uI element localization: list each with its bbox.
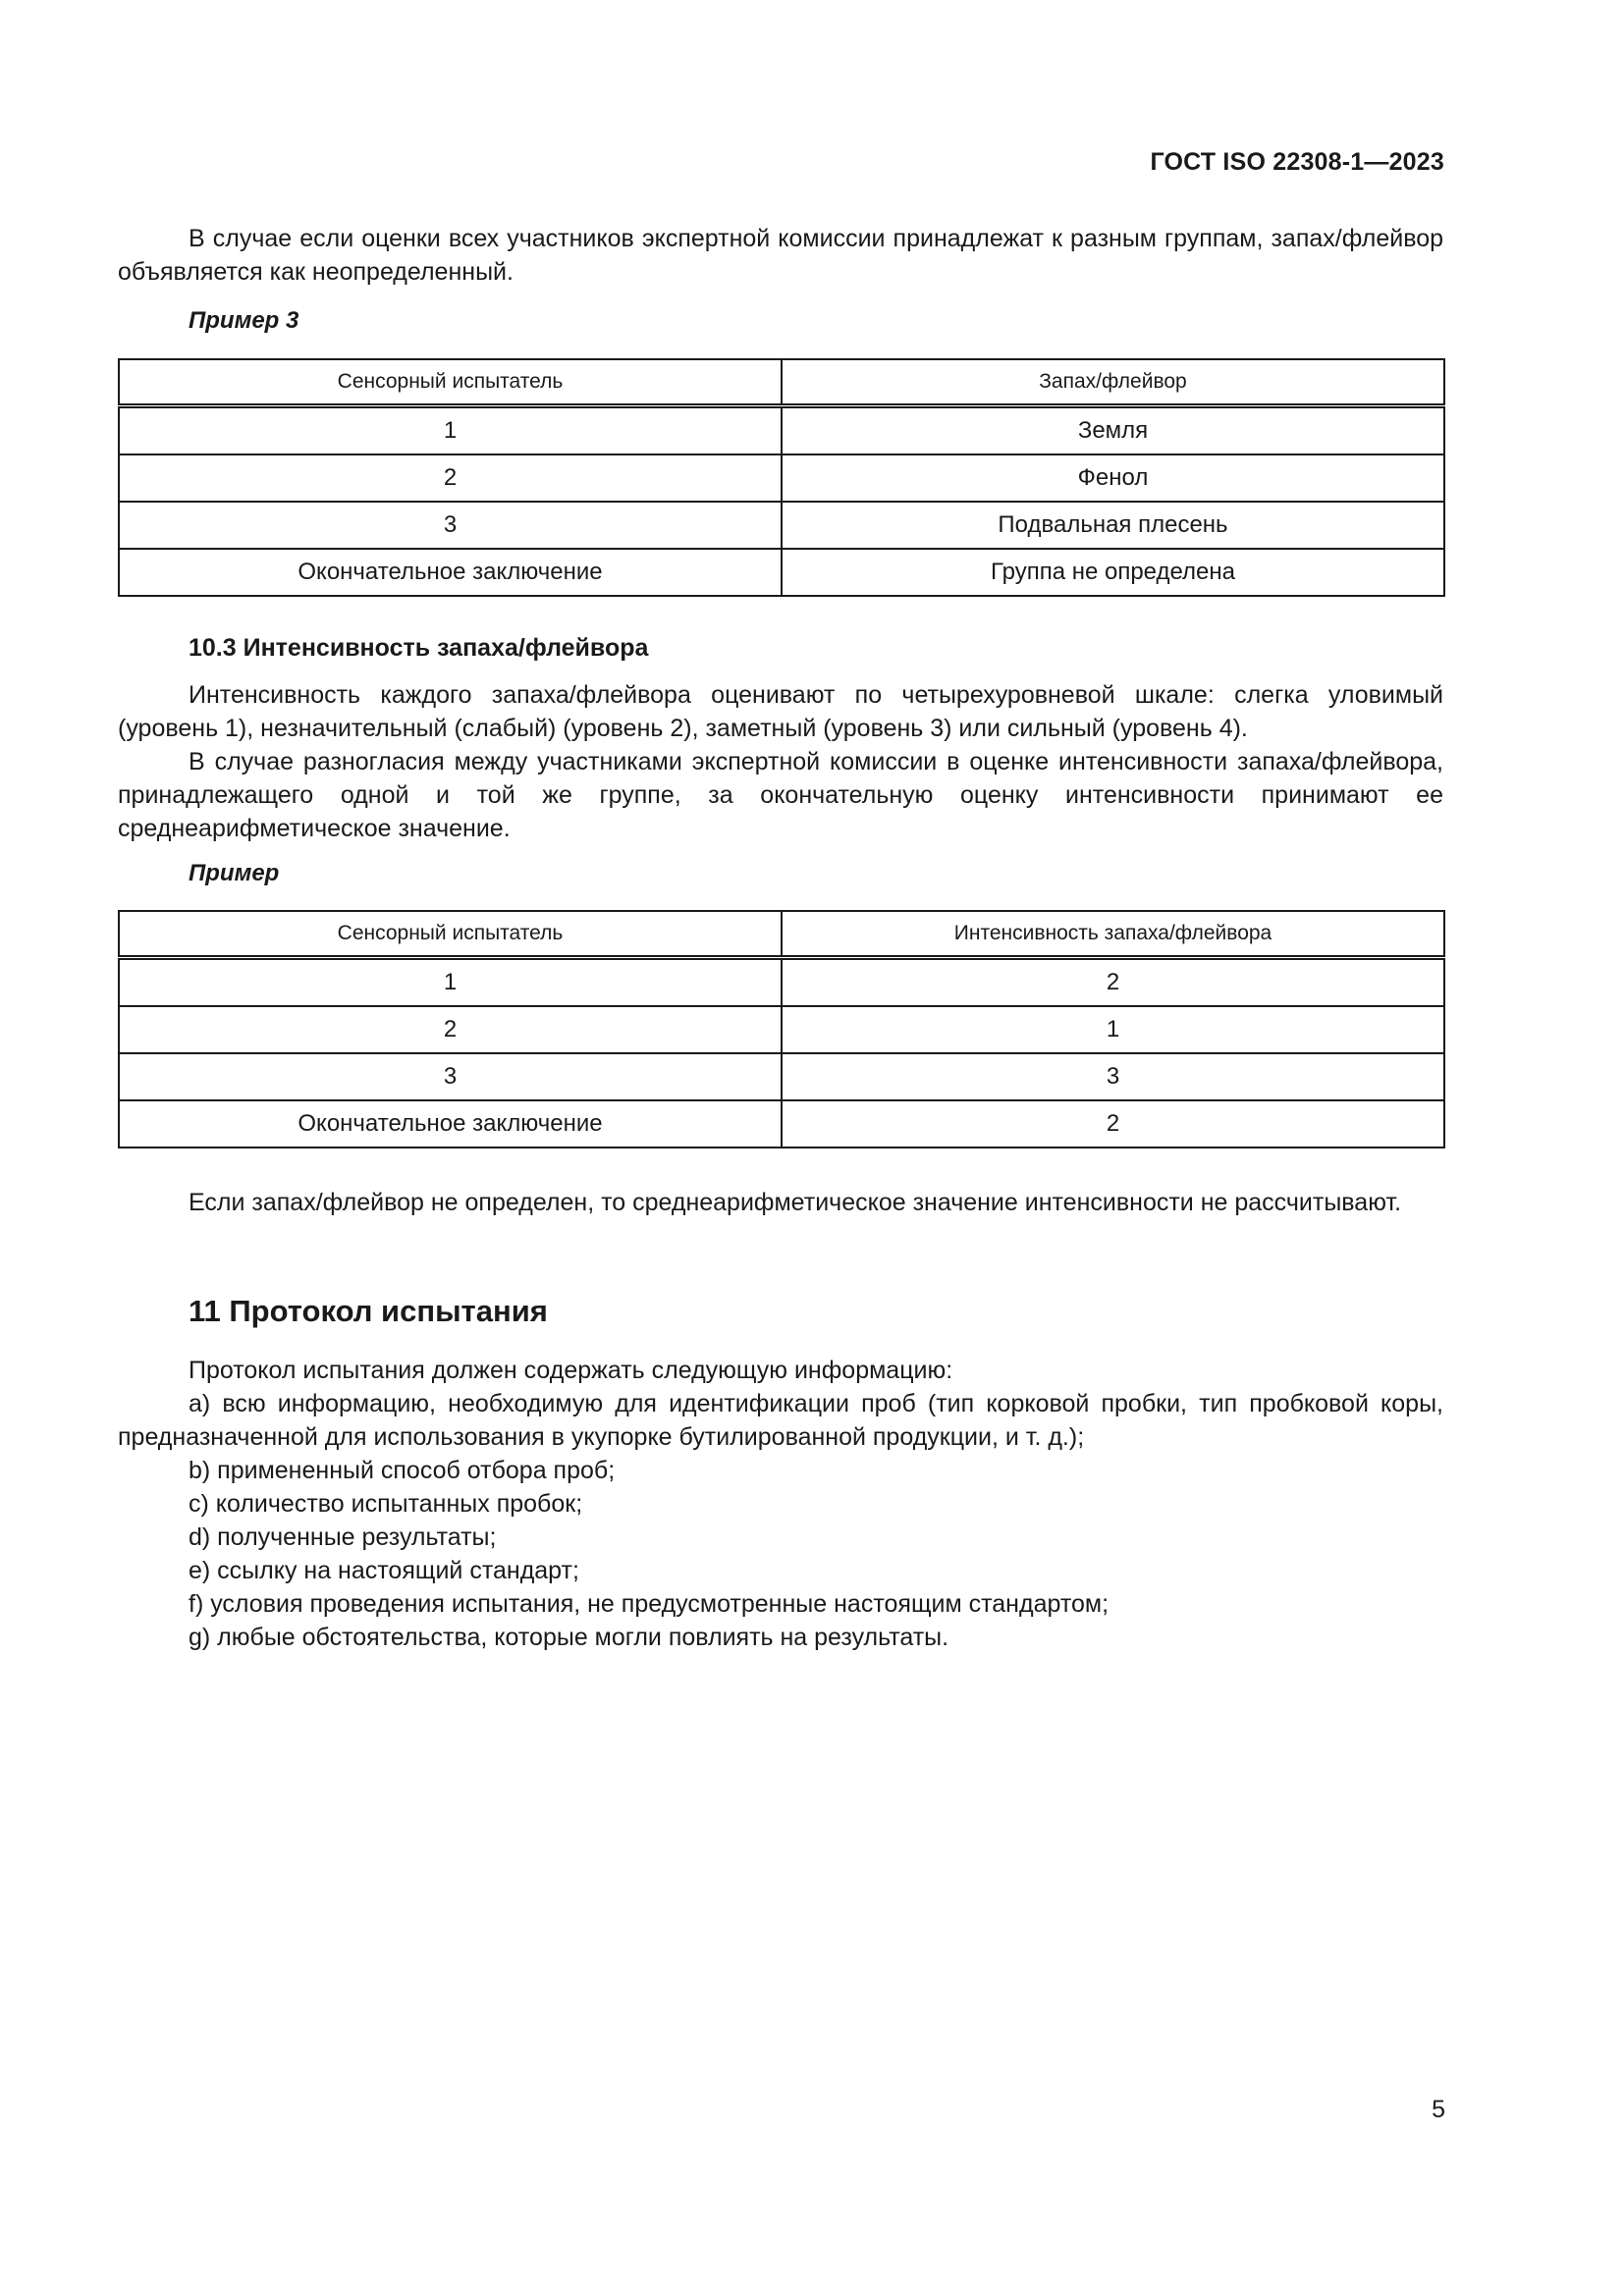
document-code-header: ГОСТ ISO 22308-1—2023 xyxy=(1150,148,1444,176)
table-cell: 2 xyxy=(119,454,782,502)
intro-paragraph-block xyxy=(118,222,1443,289)
table-row xyxy=(119,958,1444,1007)
table-cell: 2 xyxy=(119,1006,782,1053)
intro-paragraph: В случае если оценки всех участников экспертной комиссии принадлежат к разным группам, запах/флейвор объявляется как неопределенный. xyxy=(118,225,1443,286)
section-11-title: 11 Протокол испытания xyxy=(189,1294,548,1328)
list-item: b) примененный способ отбора проб; xyxy=(189,1457,616,1484)
table-row xyxy=(119,1100,1444,1148)
section-11-body xyxy=(118,1354,1443,1654)
table-cell: 1 xyxy=(782,1006,1444,1053)
table-row xyxy=(119,406,1444,455)
table-cell: 1 xyxy=(119,958,782,1007)
column-header-tester: Сенсорный испытатель xyxy=(119,911,782,958)
list-item: d) полученные результаты; xyxy=(189,1523,497,1551)
table-cell: Группа не определена xyxy=(782,549,1444,596)
example-3-label: Пример 3 xyxy=(189,307,299,334)
list-item: c) количество испытанных пробок; xyxy=(189,1490,583,1518)
example-intensity-label: Пример xyxy=(189,860,280,886)
table-header-row xyxy=(119,359,1444,406)
section-10-3-body xyxy=(118,678,1443,845)
table-header-row xyxy=(119,911,1444,958)
column-header-intensity: Интенсивность запаха/флейвора xyxy=(782,911,1444,958)
after-table-paragraph: Если запах/флейвор не определен, то среднеарифметическое значение интенсивности не рассчитывают. xyxy=(189,1189,1402,1216)
table-cell: Окончательное заключение xyxy=(119,1100,782,1148)
table-cell: 3 xyxy=(119,502,782,549)
section-10-3-paragraph: Интенсивность каждого запаха/флейвора оценивают по четырехуровневой шкале: слегка уловимый (уровень 1), незначительный (слабый) (уровень 2), заметный (уровень 3) или сильный (уровень 4). xyxy=(118,681,1443,742)
table-row xyxy=(119,1006,1444,1053)
page-number: 5 xyxy=(1432,2096,1445,2123)
table-cell: 3 xyxy=(782,1053,1444,1100)
table-row xyxy=(119,454,1444,502)
list-item: e) ссылку на настоящий стандарт; xyxy=(189,1557,579,1584)
section-10-3-paragraph: В случае разногласия между участниками экспертной комиссии в оценке интенсивности запаха/флейвора, принадлежащего одной и той же группе, за окончательную оценку интенсивности принимают ее среднеарифметическое значение. xyxy=(118,748,1443,842)
list-item: g) любые обстоятельства, которые могли повлиять на результаты. xyxy=(189,1624,949,1651)
table-cell: 2 xyxy=(782,1100,1444,1148)
after-table-block xyxy=(118,1186,1443,1219)
list-item: a) всю информацию, необходимую для идентификации проб (тип корковой пробки, тип пробковой коры, предназначенной для использования в укупорке бутилированной продукции, и т. д.); xyxy=(118,1390,1443,1451)
table-cell: Фенол xyxy=(782,454,1444,502)
table-cell: 1 xyxy=(119,406,782,455)
column-header-odor: Запах/флейвор xyxy=(782,359,1444,406)
table-cell: Подвальная плесень xyxy=(782,502,1444,549)
column-header-tester: Сенсорный испытатель xyxy=(119,359,782,406)
section-10-3-title: 10.3 Интенсивность запаха/флейвора xyxy=(189,634,649,662)
table-cell: Земля xyxy=(782,406,1444,455)
table-cell: 2 xyxy=(782,958,1444,1007)
example-intensity-table xyxy=(118,910,1445,1148)
table-cell: Окончательное заключение xyxy=(119,549,782,596)
table-cell: 3 xyxy=(119,1053,782,1100)
table-row xyxy=(119,549,1444,596)
table-row xyxy=(119,1053,1444,1100)
table-row xyxy=(119,502,1444,549)
example-3-table xyxy=(118,358,1445,597)
list-item: f) условия проведения испытания, не предусмотренные настоящим стандартом; xyxy=(189,1590,1110,1618)
section-11-intro: Протокол испытания должен содержать следующую информацию: xyxy=(189,1357,953,1384)
